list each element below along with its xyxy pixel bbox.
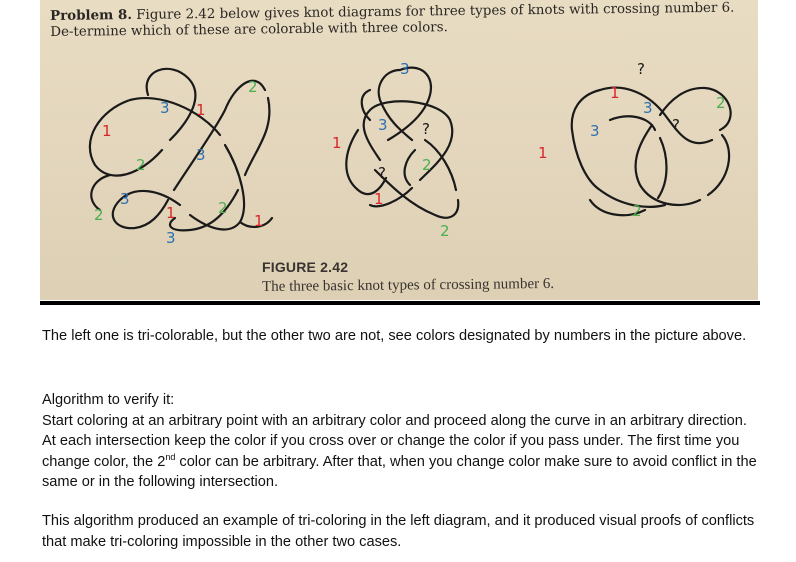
k1-label: 2	[94, 206, 104, 224]
k2-label: ?	[422, 120, 430, 138]
problem-text: Figure 2.42 below gives knot diagrams for three types of knots with crossing number 6. De-termine which of these are colorable with three colors.	[50, 0, 735, 40]
k1-label: 1	[196, 101, 206, 119]
knot-diagram-left	[90, 69, 272, 231]
k3-label: ?	[637, 60, 645, 78]
k3-label: 2	[716, 94, 726, 112]
k2-label: 2	[422, 156, 432, 174]
k1-label: 1	[166, 204, 176, 222]
k1-label: 3	[196, 146, 206, 164]
problem-label: Problem 8.	[50, 7, 133, 24]
k1-label: 2	[218, 199, 228, 217]
conclusion-paragraph: This algorithm produced an example of tri-coloring in the left diagram, and it produced visual proofs of conflicts that make tri-coloring impossible in the other two cases.	[42, 513, 755, 550]
k2-label: ?	[378, 164, 386, 182]
algorithm-text-cont: color can be arbitrary. After that, when you change color make sure to avoid conflict in the same or in the following intersection.	[42, 453, 757, 490]
figure-caption: The three basic knot types of crossing number 6.	[262, 275, 555, 295]
k3-label: ?	[672, 116, 680, 134]
k1-label: 3	[166, 229, 176, 247]
k2-label: 3	[378, 116, 388, 134]
algorithm-paragraph	[42, 390, 762, 493]
answer-paragraph: The left one is tri-colorable, but the other two are not, see colors designated by numbers in the picture above.	[42, 328, 747, 344]
k2-label: 3	[400, 60, 410, 78]
k2-label: 2	[440, 222, 450, 240]
k1-label: 3	[120, 190, 130, 208]
k3-label: 3	[643, 99, 653, 117]
figure-photo	[40, 0, 758, 300]
horizontal-rule	[40, 301, 760, 305]
knot-diagram-middle	[346, 68, 458, 218]
k2-label: 1	[332, 134, 342, 152]
k1-label: 1	[102, 122, 112, 140]
k3-label: 1	[538, 144, 548, 162]
knot-diagrams	[40, 0, 758, 300]
algorithm-text: Start coloring at an arbitrary point with an arbitrary color and proceed along the curve in an arbitrary direction. At each intersection keep the color if you cross over or change the color if you pass under. The first time you change color, the 2	[42, 412, 747, 470]
k1-label: 2	[248, 78, 258, 96]
k1-label: 3	[160, 99, 170, 117]
k3-label: 3	[590, 122, 600, 140]
k1-label: 1	[254, 212, 264, 230]
k2-label: 1	[374, 190, 384, 208]
k3-label: 2	[632, 202, 642, 220]
superscript: nd	[165, 451, 176, 462]
k1-label: 2	[136, 156, 146, 174]
k3-label: 1	[610, 84, 620, 102]
algorithm-heading: Algorithm to verify it:	[42, 392, 175, 408]
figure-title: FIGURE 2.42	[262, 259, 349, 275]
